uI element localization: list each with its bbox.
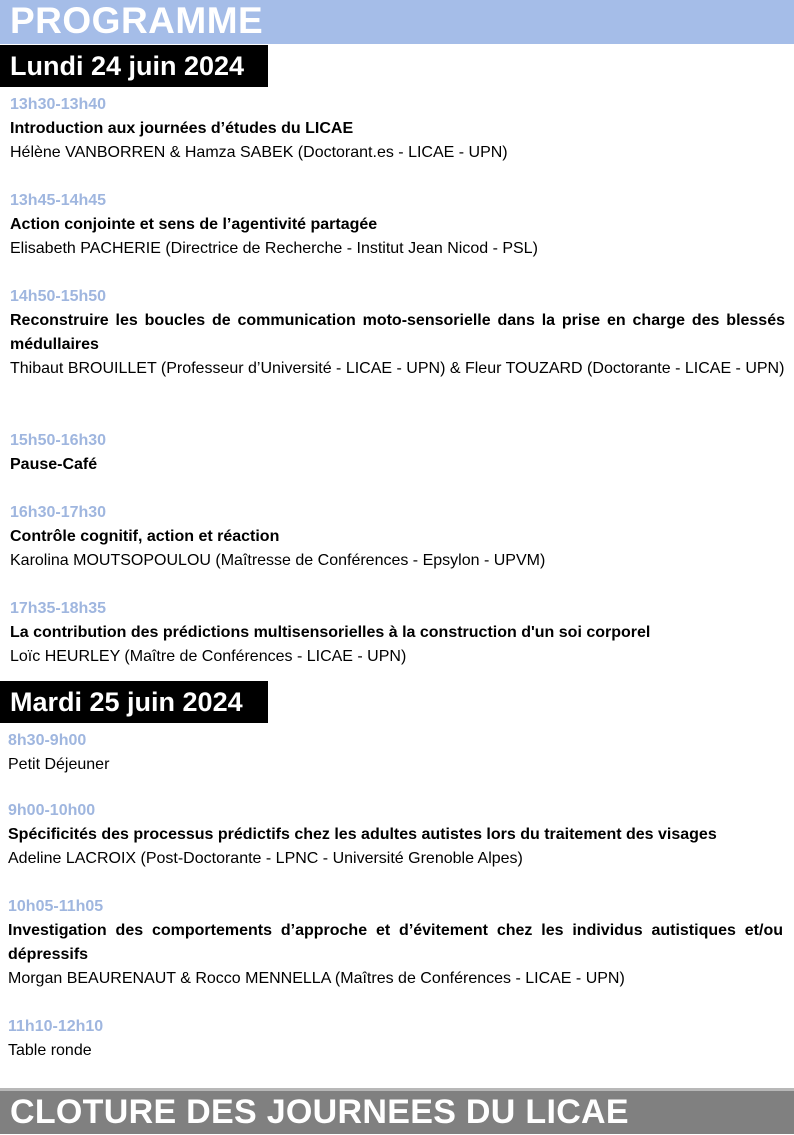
session-title: Pause-Café: [10, 456, 98, 473]
session-title: Contrôle cognitif, action et réaction: [10, 528, 280, 545]
session-item: [10, 597, 785, 669]
session-item: [10, 429, 785, 477]
session-time: 14h50-15h50: [10, 288, 107, 305]
session-speakers: Table ronde: [8, 1042, 92, 1059]
session-item: [10, 189, 785, 261]
session-speakers: Karolina MOUTSOPOULOU (Maîtresse de Conférences - Epsylon - UPVM): [10, 552, 546, 569]
session-title: Investigation des comportements d’approche et d’évitement chez les individus autistiques et/ou dépressifs: [8, 922, 783, 963]
day-label: Mardi 25 juin 2024: [10, 687, 243, 717]
session-time: 16h30-17h30: [10, 504, 107, 521]
session-speakers: Hélène VANBORREN & Hamza SABEK (Doctorant.es - LICAE - UPN): [10, 144, 508, 161]
session-item: [8, 1015, 783, 1063]
session-title: Action conjointe et sens de l’agentivité partagée: [10, 216, 378, 233]
session-item: [8, 895, 783, 991]
session-item: [8, 799, 783, 871]
page-title: PROGRAMME: [10, 0, 264, 41]
session-title: La contribution des prédictions multisensorielles à la construction d'un soi corporel: [10, 624, 651, 641]
closing-banner: [0, 1088, 794, 1134]
day-header-monday: [0, 45, 268, 87]
session-item: [10, 501, 785, 573]
session-speakers: Adeline LACROIX (Post-Doctorante - LPNC - Université Grenoble Alpes): [8, 850, 523, 867]
session-item: [8, 729, 783, 777]
session-title: Spécificités des processus prédictifs chez les adultes autistes lors du traitement des visages: [8, 826, 717, 843]
session-speakers: Petit Déjeuner: [8, 756, 110, 773]
programme-banner: [0, 0, 794, 44]
session-time: 15h50-16h30: [10, 432, 107, 449]
session-item: [10, 93, 785, 165]
closing-title: CLOTURE DES JOURNEES DU LICAE: [10, 1093, 629, 1131]
day-label: Lundi 24 juin 2024: [10, 51, 245, 81]
session-time: 8h30-9h00: [8, 732, 87, 749]
session-speakers: Thibaut BROUILLET (Professeur d’Université - LICAE - UPN) & Fleur TOUZARD (Doctorante - LICAE - UPN): [10, 360, 785, 377]
session-item: [10, 285, 785, 381]
session-time: 9h00-10h00: [8, 802, 96, 819]
session-time: 13h30-13h40: [10, 96, 107, 113]
session-time: 13h45-14h45: [10, 192, 107, 209]
session-time: 10h05-11h05: [8, 898, 104, 915]
session-speakers: Loïc HEURLEY (Maître de Conférences - LICAE - UPN): [10, 648, 407, 665]
session-time: 17h35-18h35: [10, 600, 107, 617]
session-time: 11h10-12h10: [8, 1018, 104, 1035]
session-title: Introduction aux journées d’études du LICAE: [10, 120, 354, 137]
day-header-tuesday: [0, 681, 268, 723]
session-speakers: Morgan BEAURENAUT & Rocco MENNELLA (Maîtres de Conférences - LICAE - UPN): [8, 970, 625, 987]
session-speakers: Elisabeth PACHERIE (Directrice de Recherche - Institut Jean Nicod - PSL): [10, 240, 538, 257]
session-title: Reconstruire les boucles de communication moto-sensorielle dans la prise en charge des blessés médullaires: [10, 312, 785, 353]
